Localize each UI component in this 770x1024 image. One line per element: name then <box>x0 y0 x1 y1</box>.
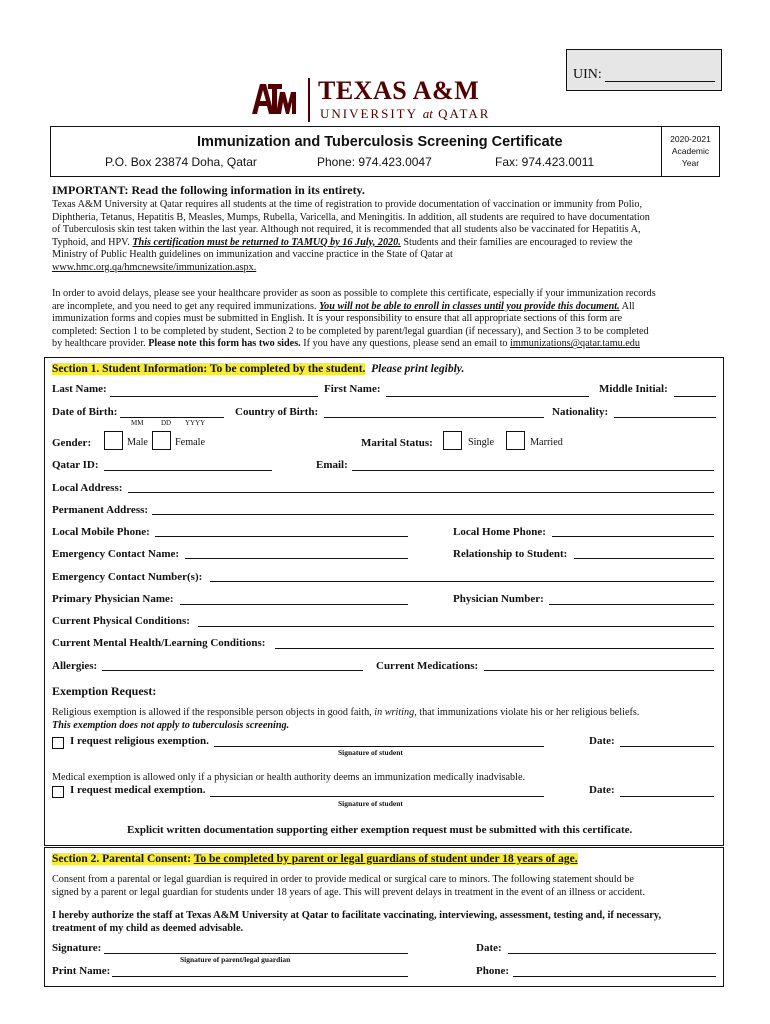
dob-dd-caption: DD <box>161 419 172 427</box>
delay-line-5 <box>52 338 656 351</box>
first-name-field[interactable] <box>386 396 589 397</box>
marital-status-label: Marital Status: <box>361 437 433 449</box>
parent-date-field[interactable] <box>508 953 716 954</box>
print-legibly-note: Please print legibly. <box>371 363 465 375</box>
intro-line-4 <box>52 237 650 250</box>
religious-signature-field[interactable] <box>214 746 544 747</box>
email-field[interactable] <box>352 470 714 471</box>
physician-name-label: Primary Physician Name: <box>52 593 174 605</box>
logo-divider <box>308 78 310 122</box>
religious-exemption-text <box>52 707 639 720</box>
local-mobile-field[interactable] <box>155 536 408 537</box>
local-mobile-label: Local Mobile Phone: <box>52 526 150 538</box>
religious-text-c: , that immunizations violate his or her religious beliefs. <box>414 707 640 718</box>
religious-exemption-label: I request religious exemption. <box>70 735 209 747</box>
important-heading: IMPORTANT: Read the following information in its entirety. <box>52 183 365 197</box>
academic-year-cell <box>662 133 719 169</box>
section-1-title: Section 1. Student Information: To be completed by the student. <box>52 363 366 375</box>
medical-exemption-label: I request medical exemption. <box>70 784 206 796</box>
married-checkbox[interactable] <box>506 431 525 450</box>
medical-signature-field[interactable] <box>210 796 544 797</box>
authorization-statement <box>52 909 661 935</box>
title-cell <box>51 127 662 176</box>
emergency-numbers-label: Emergency Contact Number(s): <box>52 571 203 583</box>
male-checkbox[interactable] <box>104 431 123 450</box>
mental-conditions-label: Current Mental Health/Learning Conditions: <box>52 637 266 649</box>
delay-paragraph <box>52 288 656 351</box>
emergency-contact-name-label: Emergency Contact Name: <box>52 548 180 560</box>
email-label: Email: <box>316 459 348 471</box>
female-checkbox[interactable] <box>152 431 171 450</box>
section-1-heading <box>52 363 464 375</box>
last-name-label: Last Name: <box>52 383 107 395</box>
parent-date-label: Date: <box>476 942 502 954</box>
intro-line-5: Ministry of Public Health guidelines on immunization and vaccine practice in the State of Qatar at <box>52 249 453 261</box>
dob-yyyy-caption: YYYY <box>185 419 206 427</box>
physician-number-label: Physician Number: <box>453 593 544 605</box>
religious-text-a: Religious exemption is allowed if the responsible person objects in good faith, <box>52 707 375 718</box>
medical-signature-caption: Signature of student <box>338 799 403 808</box>
male-label: Male <box>127 437 148 448</box>
section-2-subtitle: To be completed by parent or legal guardians of student under 18 years of age. <box>193 853 578 865</box>
delay-line-2 <box>52 301 656 314</box>
permanent-address-field[interactable] <box>152 514 714 515</box>
uin-box <box>566 49 722 91</box>
logo-subtitle <box>320 106 490 122</box>
qatar-id-field[interactable] <box>104 470 272 471</box>
section-2-title: Section 2. Parental Consent: <box>52 853 194 865</box>
last-name-field[interactable] <box>110 396 318 397</box>
print-name-label: Print Name: <box>52 965 111 977</box>
po-box: P.O. Box 23874 Doha, Qatar <box>105 155 257 169</box>
parent-signature-field[interactable] <box>104 953 408 954</box>
contact-email-link[interactable]: immunizations@qatar.tamu.edu <box>510 338 640 350</box>
local-address-label: Local Address: <box>52 482 123 494</box>
emergency-numbers-field[interactable] <box>210 581 714 582</box>
intro-paragraph <box>52 199 650 275</box>
parent-signature-caption: Signature of parent/legal guardian <box>180 955 291 964</box>
physician-name-field[interactable] <box>180 604 408 605</box>
atm-logo-icon <box>250 80 298 118</box>
religious-date-label: Date: <box>589 735 615 747</box>
single-checkbox[interactable] <box>443 431 462 450</box>
explicit-documentation-note: Explicit written documentation supporting either exemption request must be submitted with this certificate. <box>127 824 633 836</box>
authorization-line-2: treatment of my child as deemed advisable. <box>52 923 244 934</box>
religious-text-in-writing: in writing <box>374 707 415 718</box>
hmc-link[interactable]: www.hmc.org.qa/hmcnewsite/immunization.aspx. <box>52 261 257 273</box>
exemption-heading: Exemption Request: <box>52 684 157 698</box>
nationality-field[interactable] <box>614 417 716 418</box>
country-label: Country of Birth: <box>235 406 319 418</box>
logo-sub-university: UNIVERSITY <box>320 106 418 121</box>
section-2-heading <box>52 853 578 865</box>
local-home-label: Local Home Phone: <box>453 526 546 538</box>
mental-conditions-field[interactable] <box>275 648 714 649</box>
logo-sub-at: at <box>422 106 433 121</box>
logo-title: TEXAS A&M <box>318 76 480 105</box>
dob-mm-caption: MM <box>131 419 144 427</box>
married-label: Married <box>530 437 563 448</box>
uin-label: UIN: <box>573 67 602 82</box>
medications-label: Current Medications: <box>376 660 479 672</box>
parent-phone-label: Phone: <box>476 965 509 977</box>
delay-line-3: immunization forms and copies must be submitted in English. It is your responsibility to ensure that all appropriate sections of this form are <box>52 313 623 325</box>
religious-date-field[interactable] <box>620 746 714 747</box>
medical-exemption-text: Medical exemption is allowed only if a physician or health authority deems an immunization medically inadvisable. <box>52 772 526 783</box>
permanent-address-label: Permanent Address: <box>52 504 149 516</box>
first-name-label: First Name: <box>324 383 381 395</box>
intro-line-3: of Tuberculosis skin test taken within the last year. Although not required, it is recommended that all students also be vaccinated for Hepatitis A, <box>52 224 641 236</box>
academic-year: 2020-2021 <box>670 134 711 144</box>
country-field[interactable] <box>324 417 544 418</box>
uin-field[interactable] <box>605 81 715 82</box>
parent-phone-field[interactable] <box>513 976 716 977</box>
local-home-field[interactable] <box>552 536 714 537</box>
emergency-contact-name-field[interactable] <box>185 558 408 559</box>
document-title: Immunization and Tuberculosis Screening Certificate <box>197 134 563 150</box>
header-box <box>50 126 720 177</box>
delay-line-2a: are incomplete, and you need to get any required immunizations. <box>52 300 320 312</box>
medical-date-label: Date: <box>589 784 615 796</box>
relationship-label: Relationship to Student: <box>453 548 568 560</box>
female-label: Female <box>175 437 205 448</box>
intro-line-1: Texas A&M University at Qatar requires all students at the time of registration to provide documentation of vaccination or immunity from Polio, <box>52 199 643 210</box>
nationality-label: Nationality: <box>552 406 609 418</box>
print-name-field[interactable] <box>112 976 408 977</box>
allergies-field[interactable] <box>102 670 363 671</box>
religious-exemption-checkbox[interactable] <box>52 737 64 749</box>
tb-exclusion-note: This exemption does not apply to tuberculosis screening. <box>52 720 290 731</box>
dob-field[interactable] <box>120 417 224 418</box>
delay-line-2c: All <box>619 300 635 312</box>
university-logo <box>250 78 510 122</box>
religious-signature-caption: Signature of student <box>338 748 403 757</box>
physician-number-field[interactable] <box>549 604 714 605</box>
medical-date-field[interactable] <box>620 796 714 797</box>
middle-initial-field[interactable] <box>674 396 716 397</box>
year-label: Year <box>681 158 700 168</box>
medical-exemption-checkbox[interactable] <box>52 786 64 798</box>
consent-paragraph <box>52 873 645 899</box>
logo-sub-qatar: QATAR <box>438 106 491 121</box>
physical-conditions-label: Current Physical Conditions: <box>52 615 190 627</box>
deadline-notice: This certification must be returned to TAMUQ by 16 July, 2020. <box>132 236 401 248</box>
delay-line-5a: by healthcare provider. <box>52 338 149 350</box>
intro-line-4a: Typhoid, and HPV. <box>52 236 133 248</box>
allergies-label: Allergies: <box>52 660 98 672</box>
delay-line-1: In order to avoid delays, please see your healthcare provider as soon as possible to complete this certificate, especially if your immunization records <box>52 288 656 299</box>
two-sides-note: Please note this form has two sides. <box>148 338 301 350</box>
consent-line-2: signed by a parent or legal guardian for students under 18 years of age. This will prevent delays in treatment in the event of an illness or accident. <box>52 887 646 898</box>
dob-label: Date of Birth: <box>52 406 118 418</box>
intro-line-4c: Students and their families are encouraged to review the <box>400 236 633 248</box>
single-label: Single <box>468 437 495 448</box>
enroll-warning: You will not be able to enroll in classes until you provide this document. <box>319 300 620 312</box>
intro-line-2: Diphtheria, Tetanus, Hepatitis B, Measles, Mumps, Rubella, Varicella, and Meningitis. In addition, all students are required to have documentation <box>52 211 650 223</box>
phone-number: Phone: 974.423.0047 <box>317 155 432 169</box>
medications-field[interactable] <box>484 670 714 671</box>
consent-line-1: Consent from a parental or legal guardian is required in order to provide medical or surgical care to minors. The following statement should be <box>52 874 634 885</box>
delay-line-5c: If you have any questions, please send an email to <box>300 338 511 350</box>
academic-label: Academic <box>671 146 710 156</box>
authorization-line-1: I hereby authorize the staff at Texas A&M University at Qatar to facilitate vaccinating, interviewing, assessment, testing and, if necessary, <box>52 910 662 921</box>
parent-signature-label: Signature: <box>52 942 102 954</box>
gender-label: Gender: <box>52 437 92 449</box>
relationship-field[interactable] <box>574 558 714 559</box>
local-address-field[interactable] <box>128 492 714 493</box>
fax-number: Fax: 974.423.0011 <box>495 155 595 169</box>
qatar-id-label: Qatar ID: <box>52 459 99 471</box>
delay-line-4: completed: Section 1 to be completed by student, Section 2 to be completed by parent/legal guardian (if necessary), and Section 3 to be completed <box>52 325 649 337</box>
middle-initial-label: Middle Initial: <box>599 383 668 395</box>
physical-conditions-field[interactable] <box>198 626 714 627</box>
